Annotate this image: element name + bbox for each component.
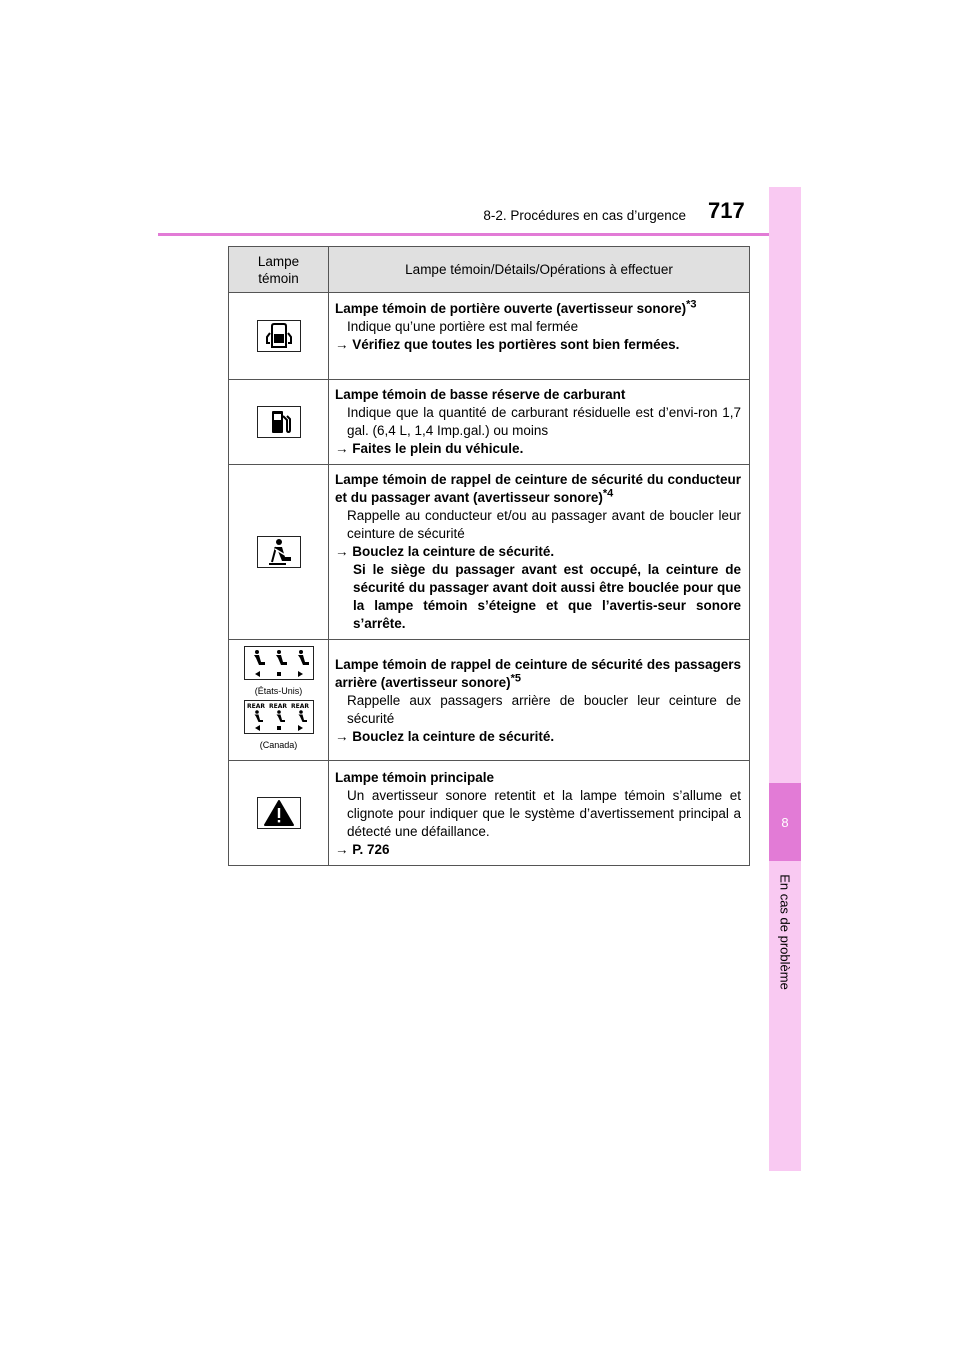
row-title: Lampe témoin principale bbox=[335, 770, 495, 785]
row-action: Bouclez la ceinture de sécurité. bbox=[352, 729, 555, 744]
row-action: Bouclez la ceinture de sécurité. bbox=[352, 544, 555, 559]
chapter-title: En cas de problème bbox=[777, 874, 793, 990]
row-description: Un avertisseur sonore retentit et la lampe témoin s’allume et clignote pour indiquer que le système d’avertissement principal a détecté une défaillance. bbox=[347, 788, 741, 839]
row-sub-action: Si le siège du passager avant est occupé, la ceinture de sécurité du passager avant doit aussi être bouclée pour que la lampe témoin s’éteigne et que l’avertis-seur sonore s’arrête. bbox=[353, 562, 741, 631]
row-title: Lampe témoin de portière ouverte (avertisseur sonore) bbox=[335, 301, 687, 316]
row-description: Rappelle aux passagers arrière de boucler leur ceinture de sécurité bbox=[347, 693, 741, 726]
row-title: Lampe témoin de basse réserve de carburant bbox=[335, 387, 626, 402]
row-action: P. 726 bbox=[352, 842, 390, 857]
row-description: Indique qu’une portière est mal fermée bbox=[347, 319, 579, 334]
rear-label: REAR bbox=[290, 703, 309, 710]
table-row: Lampe témoin de basse réserve de carburant Indique que la quantité de carburant résiduelle est d’envi-ron 1,7 gal. (6,4 L, 1,4 Imp.gal.) ou moins → Faites le plein du véhicule. bbox=[229, 380, 750, 465]
rear-seatbelt-icon-canada bbox=[244, 700, 314, 734]
row-action: Faites le plein du véhicule. bbox=[352, 441, 524, 456]
caption-canada: (Canada) bbox=[259, 740, 298, 750]
rear-label: REAR bbox=[246, 703, 265, 710]
rear-label: REAR bbox=[268, 703, 287, 710]
header-col-details: Lampe témoin/Détails/Opérations à effectuer bbox=[329, 247, 750, 293]
header-rule bbox=[158, 233, 801, 236]
door-ajar-icon bbox=[257, 320, 301, 352]
table-row: Lampe témoin de portière ouverte (avertisseur sonore)$^{*3}$ Indique qu’une portière est mal fermée → Vérifiez que toutes les portières sont bien fermées. bbox=[229, 293, 750, 380]
master-warning-icon bbox=[257, 797, 301, 829]
section-title: 8-2. Procédures en cas d’urgence bbox=[483, 208, 686, 223]
row-action: Vérifiez que toutes les portières sont bien fermées. bbox=[352, 337, 680, 352]
row-description: Rappelle au conducteur et/ou au passager avant de boucler leur ceinture de sécurité bbox=[347, 508, 741, 541]
table-header-row bbox=[229, 247, 750, 293]
page-number: 717 bbox=[708, 198, 745, 223]
header-col-icon: Lampe témoin bbox=[229, 247, 329, 293]
row-description: Indique que la quantité de carburant résiduelle est d’envi-ron 1,7 gal. (6,4 L, 1,4 Imp.gal.) ou moins bbox=[347, 405, 741, 438]
fuel-pump-icon bbox=[257, 406, 301, 438]
table-row: Lampe témoin de rappel de ceinture de sécurité du conducteur et du passager avant (avertisseur sonore)$^{*4}$ Rappelle au conducteur et/ou au passager avant de boucler leur ceinture de sécurité → Bouclez la ceinture de sécurité. Si le siège du passager avant est occupé, la ceinture de sécurité du passager avant doit aussi être bouclée pour que la lampe témoin s’éteigne et que l’avertis-seur sonore s’arrête. bbox=[229, 465, 750, 640]
chapter-number: 8 bbox=[769, 783, 801, 861]
seatbelt-icon bbox=[257, 536, 301, 568]
chapter-side-tab bbox=[769, 187, 801, 1171]
table-row: (États-Unis) REAR REAR REAR (Canada) Lampe témoin de rappel de ceinture de sécurité des passagers arrière (avertisseur sonore)$^{*5}$ Rappelle aux passagers arrière de boucler leur ceinture de sécurité → Bouclez la ceinture de sécurité. bbox=[229, 640, 750, 761]
row-title: Lampe témoin de rappel de ceinture de sécurité du conducteur et du passager avant (avertisseur sonore) bbox=[335, 472, 741, 505]
rear-seatbelt-icon-us bbox=[244, 646, 314, 680]
table-row: Lampe témoin principale Un avertisseur sonore retentit et la lampe témoin s’allume et clignote pour indiquer que le système d’avertissement principal a détecté une défaillance. → P. 726 bbox=[229, 761, 750, 866]
warning-lights-table bbox=[228, 246, 750, 866]
row-title: Lampe témoin de rappel de ceinture de sécurité des passagers arrière (avertisseur sonore) bbox=[335, 657, 741, 690]
caption-us: (États-Unis) bbox=[254, 686, 303, 696]
